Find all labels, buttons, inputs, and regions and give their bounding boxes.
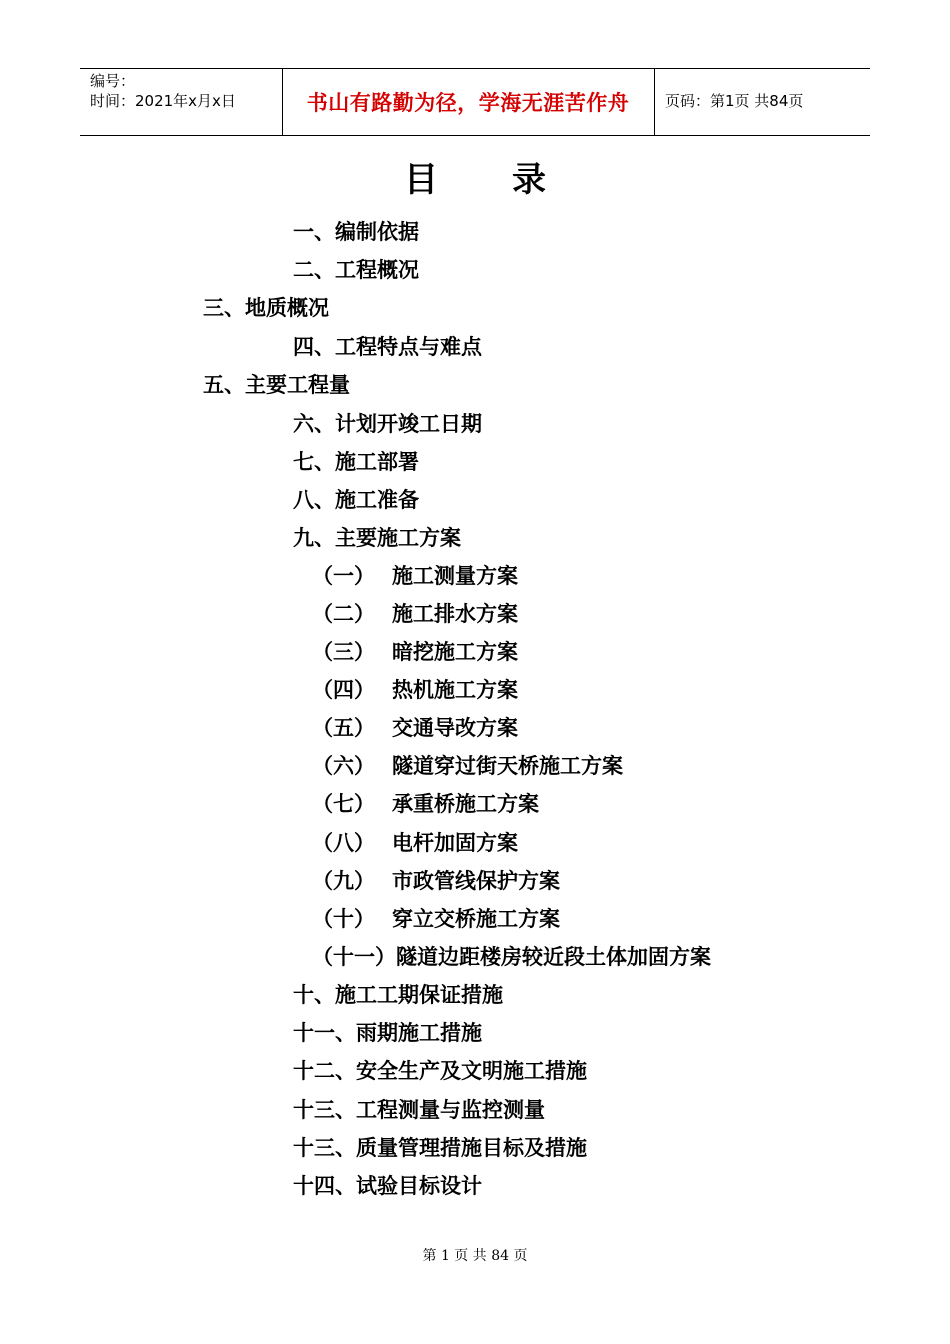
toc-item[interactable] <box>293 448 419 476</box>
toc-item[interactable] <box>203 294 329 322</box>
toc-title <box>0 158 950 202</box>
toc-item-text: 十二、安全生产及文明施工措施 <box>293 1059 587 1083</box>
toc-item-text: 施工排水方案 <box>392 602 518 626</box>
toc-item[interactable] <box>293 524 461 552</box>
toc-item-text: 暗挖施工方案 <box>392 640 518 664</box>
toc-item-text: 三、地质概况 <box>203 296 329 320</box>
toc-subitem-number: （一） <box>312 564 375 588</box>
toc-item[interactable] <box>293 256 419 284</box>
toc-subitem[interactable] <box>312 943 711 971</box>
toc-subitem[interactable] <box>312 714 518 742</box>
toc-item[interactable] <box>293 333 482 361</box>
toc-item-text: 九、主要施工方案 <box>293 526 461 550</box>
toc-item-text: 六、计划开竣工日期 <box>293 412 482 436</box>
toc-item-text: 一、编制依据 <box>293 220 419 244</box>
toc-item-text: 八、施工准备 <box>293 488 419 512</box>
toc-item[interactable] <box>293 218 419 246</box>
toc-subitem-number: （三） <box>312 640 375 664</box>
toc-title-right: 录 <box>512 160 546 200</box>
toc-item-text: 十一、雨期施工措施 <box>293 1021 482 1045</box>
page-header <box>80 68 870 136</box>
toc-item-text: 市政管线保护方案 <box>392 869 560 893</box>
toc-item[interactable] <box>293 1172 482 1200</box>
toc-item-text: 承重桥施工方案 <box>392 792 539 816</box>
toc-item[interactable] <box>293 1134 587 1162</box>
toc-item-text: 热机施工方案 <box>392 678 518 702</box>
toc-item-text: 四、工程特点与难点 <box>293 335 482 359</box>
toc-item-text: 电杆加固方案 <box>392 831 518 855</box>
toc-item[interactable] <box>293 981 503 1009</box>
page-footer: 第 1 页 共 84 页 <box>422 1248 528 1264</box>
toc-item-text: 穿立交桥施工方案 <box>392 907 560 931</box>
toc-item-text: 十三、工程测量与监控测量 <box>293 1098 545 1122</box>
toc-subitem[interactable] <box>312 790 539 818</box>
toc-subitem-number: （七） <box>312 792 375 816</box>
toc-subitem-number: （八） <box>312 831 375 855</box>
toc-item[interactable] <box>293 486 419 514</box>
document-number-label: 编号： <box>90 72 136 90</box>
toc-subitem-number: （十） <box>312 907 375 931</box>
toc-subitem-number: （十一） <box>312 945 396 969</box>
toc-item[interactable] <box>203 371 350 399</box>
toc-subitem[interactable] <box>312 676 518 704</box>
toc-subitem[interactable] <box>312 867 560 895</box>
toc-item-text: 十、施工工期保证措施 <box>293 983 503 1007</box>
toc-item[interactable] <box>293 410 482 438</box>
toc-subitem-number: （九） <box>312 869 375 893</box>
toc-subitem[interactable] <box>312 829 518 857</box>
toc-item-text: 五、主要工程量 <box>203 373 350 397</box>
toc-subitem-number: （六） <box>312 754 375 778</box>
header-motto: 书山有路勤为径，学海无涯苦作舟 <box>306 90 630 115</box>
toc-subitem[interactable] <box>312 600 518 628</box>
toc-title-left: 目 <box>404 160 438 200</box>
toc-subitem[interactable] <box>312 562 518 590</box>
toc-subitem-number: （五） <box>312 716 375 740</box>
toc-item[interactable] <box>293 1057 587 1085</box>
header-page-label: 页码：第1页 共84页 <box>665 92 804 110</box>
toc-item-text: 隧道边距楼房较近段土体加固方案 <box>396 945 711 969</box>
toc-item-text: 二、工程概况 <box>293 258 419 282</box>
toc-item-text: 十四、试验目标设计 <box>293 1174 482 1198</box>
toc-item[interactable] <box>293 1019 482 1047</box>
toc-item-text: 交通导改方案 <box>392 716 518 740</box>
toc-subitem[interactable] <box>312 905 560 933</box>
toc-subitem[interactable] <box>312 752 623 780</box>
toc-item-text: 十三、质量管理措施目标及措施 <box>293 1136 587 1160</box>
toc-item-text: 隧道穿过街天桥施工方案 <box>392 754 623 778</box>
header-divider <box>654 69 655 135</box>
toc-item[interactable] <box>293 1096 545 1124</box>
header-meta <box>90 71 236 111</box>
document-date-label: 时间：2021年x月x日 <box>90 92 236 110</box>
toc-subitem[interactable] <box>312 638 518 666</box>
toc-item-text: 施工测量方案 <box>392 564 518 588</box>
toc-item-text: 七、施工部署 <box>293 450 419 474</box>
toc-subitem-number: （四） <box>312 678 375 702</box>
toc-subitem-number: （二） <box>312 602 375 626</box>
